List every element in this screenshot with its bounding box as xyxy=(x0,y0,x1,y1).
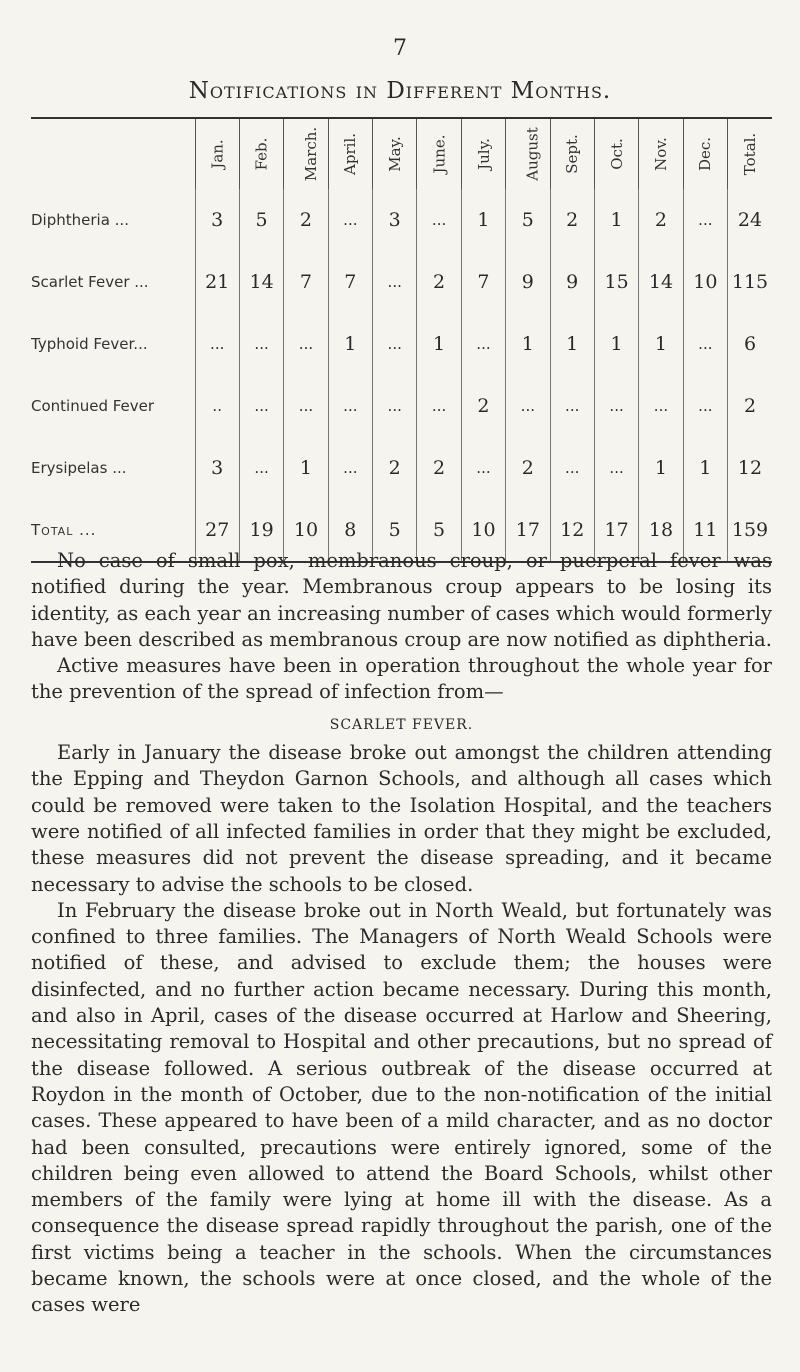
row-label: Erysipelas ... xyxy=(31,459,127,477)
table-cell: ... xyxy=(417,375,461,437)
table-cell: 2 xyxy=(550,189,594,251)
table-cell: 2 xyxy=(506,437,550,499)
table-cell: 3 xyxy=(195,437,239,499)
table-cell: 3 xyxy=(195,189,239,251)
table-row xyxy=(31,251,772,313)
column-header-label: August xyxy=(523,127,542,181)
section-heading: SCARLET FEVER. xyxy=(329,716,474,733)
row-label: Diphtheria ... xyxy=(31,211,129,229)
table-cell: ... xyxy=(683,189,727,251)
table-row xyxy=(31,313,772,375)
table-cell: 1 xyxy=(594,189,638,251)
table-cell: 5 xyxy=(373,499,417,562)
column-header-label: March. xyxy=(302,126,321,182)
table-cell: ... xyxy=(373,313,417,375)
column-header xyxy=(373,118,417,189)
column-header xyxy=(639,118,683,189)
table-cell: 11 xyxy=(683,499,727,562)
table-cell: ... xyxy=(328,437,372,499)
table-cell: 5 xyxy=(506,189,550,251)
column-header-label: Oct. xyxy=(607,138,626,170)
table-cell: 12 xyxy=(728,437,772,499)
table-cell: 7 xyxy=(461,251,505,313)
page-title: Notifications in Different Months. xyxy=(188,78,612,104)
table-cell: 1 xyxy=(683,437,727,499)
column-header-label: Feb. xyxy=(252,137,271,171)
table-cell: 159 xyxy=(728,499,772,562)
table-cell: ... xyxy=(683,313,727,375)
table-cell: ... xyxy=(239,313,283,375)
table-cell: ... xyxy=(461,437,505,499)
table-cell: 5 xyxy=(239,189,283,251)
table-cell: 6 xyxy=(728,313,772,375)
column-header-label: Nov. xyxy=(651,137,670,171)
row-label: Scarlet Fever ... xyxy=(31,273,149,291)
column-header-label: June. xyxy=(430,134,449,174)
table-cell: 1 xyxy=(506,313,550,375)
table-cell: 12 xyxy=(550,499,594,562)
table-header-row xyxy=(31,118,772,189)
table-cell: 1 xyxy=(550,313,594,375)
table-cell: ... xyxy=(284,375,328,437)
table-cell: ... xyxy=(284,313,328,375)
table-cell: 7 xyxy=(328,251,372,313)
table-cell: 7 xyxy=(284,251,328,313)
paragraph: Active measures have been in operation throughout the whole year for the prevention of the spread of infection from— xyxy=(31,654,772,704)
table-cell: 9 xyxy=(506,251,550,313)
table-cell: 8 xyxy=(328,499,372,562)
table-cell: ... xyxy=(506,375,550,437)
column-header xyxy=(195,118,239,189)
table-cell: 18 xyxy=(639,499,683,562)
table-cell: 2 xyxy=(417,251,461,313)
table-cell: ... xyxy=(373,251,417,313)
table-cell: 14 xyxy=(639,251,683,313)
column-header xyxy=(328,118,372,189)
column-header xyxy=(461,118,505,189)
column-header-label: Dec. xyxy=(696,136,715,172)
table-cell: 17 xyxy=(594,499,638,562)
table-cell: ... xyxy=(328,189,372,251)
table-cell: 115 xyxy=(728,251,772,313)
table-cell: ... xyxy=(417,189,461,251)
table-row xyxy=(31,375,772,437)
row-label: Continued Fever xyxy=(31,397,155,415)
table-cell: 2 xyxy=(728,375,772,437)
notifications-table xyxy=(31,117,772,563)
table-cell: 14 xyxy=(239,251,283,313)
table-cell: 1 xyxy=(639,313,683,375)
column-header xyxy=(728,118,772,189)
table-cell: ... xyxy=(594,437,638,499)
table-cell: 27 xyxy=(195,499,239,562)
column-header xyxy=(594,118,638,189)
column-header xyxy=(239,118,283,189)
table-cell: 15 xyxy=(594,251,638,313)
table-cell: 9 xyxy=(550,251,594,313)
table-cell: ... xyxy=(550,437,594,499)
column-header-label: May. xyxy=(385,136,404,172)
table-cell: ... xyxy=(239,437,283,499)
table-cell: 10 xyxy=(461,499,505,562)
page-number: 7 xyxy=(393,36,407,61)
column-header-label: Jan. xyxy=(208,139,227,169)
table-cell: 2 xyxy=(639,189,683,251)
table-cell: ... xyxy=(195,313,239,375)
table-cell: 2 xyxy=(417,437,461,499)
column-header-label: Total. xyxy=(741,132,760,176)
table-row xyxy=(31,437,772,499)
column-header xyxy=(417,118,461,189)
table-cell: 2 xyxy=(284,189,328,251)
table-cell: ... xyxy=(328,375,372,437)
table-cell: ... xyxy=(373,375,417,437)
table-cell: 21 xyxy=(195,251,239,313)
table-cell: ... xyxy=(683,375,727,437)
table-cell: 3 xyxy=(373,189,417,251)
table-cell: 10 xyxy=(683,251,727,313)
table-cell: 19 xyxy=(239,499,283,562)
table-cell: ... xyxy=(550,375,594,437)
paragraph: In February the disease broke out in North Weald, but fortunately was confined to three families. The Managers of North Weald Schools were notified of these, and advised to exclude them; the houses were disinfected, and no further action became necessary. During this month, and also in April, cases of the disease occurred at Harlow and Sheering, necessitating removal to Hospital and other precautions, but no spread of the disease followed. A serious outbreak of the disease occurred at Roydon in the month of October, due to the non-notification of the initial cases. These appeared to have been of a mild character, and as no doctor had been consulted, precautions were entirely ignored, some of the children being even allowed to attend the Board Schools, whilst other members of the family were lying at home ill with the disease. As a consequence the disease spread rapidly throughout the parish, one of the first victims being a teacher in the schools. When the circumstances became known, the schools were at once closed, and the whole of the cases were xyxy=(31,898,772,1317)
table-cell: ... xyxy=(594,375,638,437)
column-header-label: April. xyxy=(341,133,360,175)
table-cell: ... xyxy=(461,313,505,375)
table-cell: 17 xyxy=(506,499,550,562)
row-label: Typhoid Fever... xyxy=(31,335,148,353)
column-header xyxy=(506,118,550,189)
column-header-label: July. xyxy=(474,138,493,170)
table-cell: 5 xyxy=(417,499,461,562)
table-cell: ... xyxy=(639,375,683,437)
paragraph: No case of small pox, membranous croup, or puerperal fever was notified during the year. Membranous croup appears to be losing its identity, as each year an increasing number of cases which would formerly have been described as membranous croup are now notified as diphtheria. xyxy=(31,549,772,651)
table-cell: 24 xyxy=(728,189,772,251)
paragraph: Early in January the disease broke out amongst the children attending the Epping and Theydon Garnon Schools, and although all cases which could be removed were taken to the Isolation Hospital, and the teachers were notified of all infected families in order that they might be excluded, these measures did not prevent the disease spreading, and it became necessary to advise the schools to be closed. xyxy=(31,741,772,896)
table-cell: 2 xyxy=(373,437,417,499)
row-label: Total ... xyxy=(31,499,195,562)
column-header-label: Sept. xyxy=(563,134,582,174)
column-header xyxy=(284,118,328,189)
table-cell: 1 xyxy=(461,189,505,251)
table-cell: 2 xyxy=(461,375,505,437)
table-cell: ... xyxy=(239,375,283,437)
table-cell: 1 xyxy=(417,313,461,375)
column-header xyxy=(550,118,594,189)
table-cell: 10 xyxy=(284,499,328,562)
header-stub xyxy=(31,118,195,189)
table-cell: .. xyxy=(195,375,239,437)
table-cell: 1 xyxy=(594,313,638,375)
body-text xyxy=(31,548,772,1319)
table-cell: 1 xyxy=(639,437,683,499)
table-cell: 1 xyxy=(284,437,328,499)
table-row xyxy=(31,189,772,251)
table-cell: 1 xyxy=(328,313,372,375)
column-header xyxy=(683,118,727,189)
